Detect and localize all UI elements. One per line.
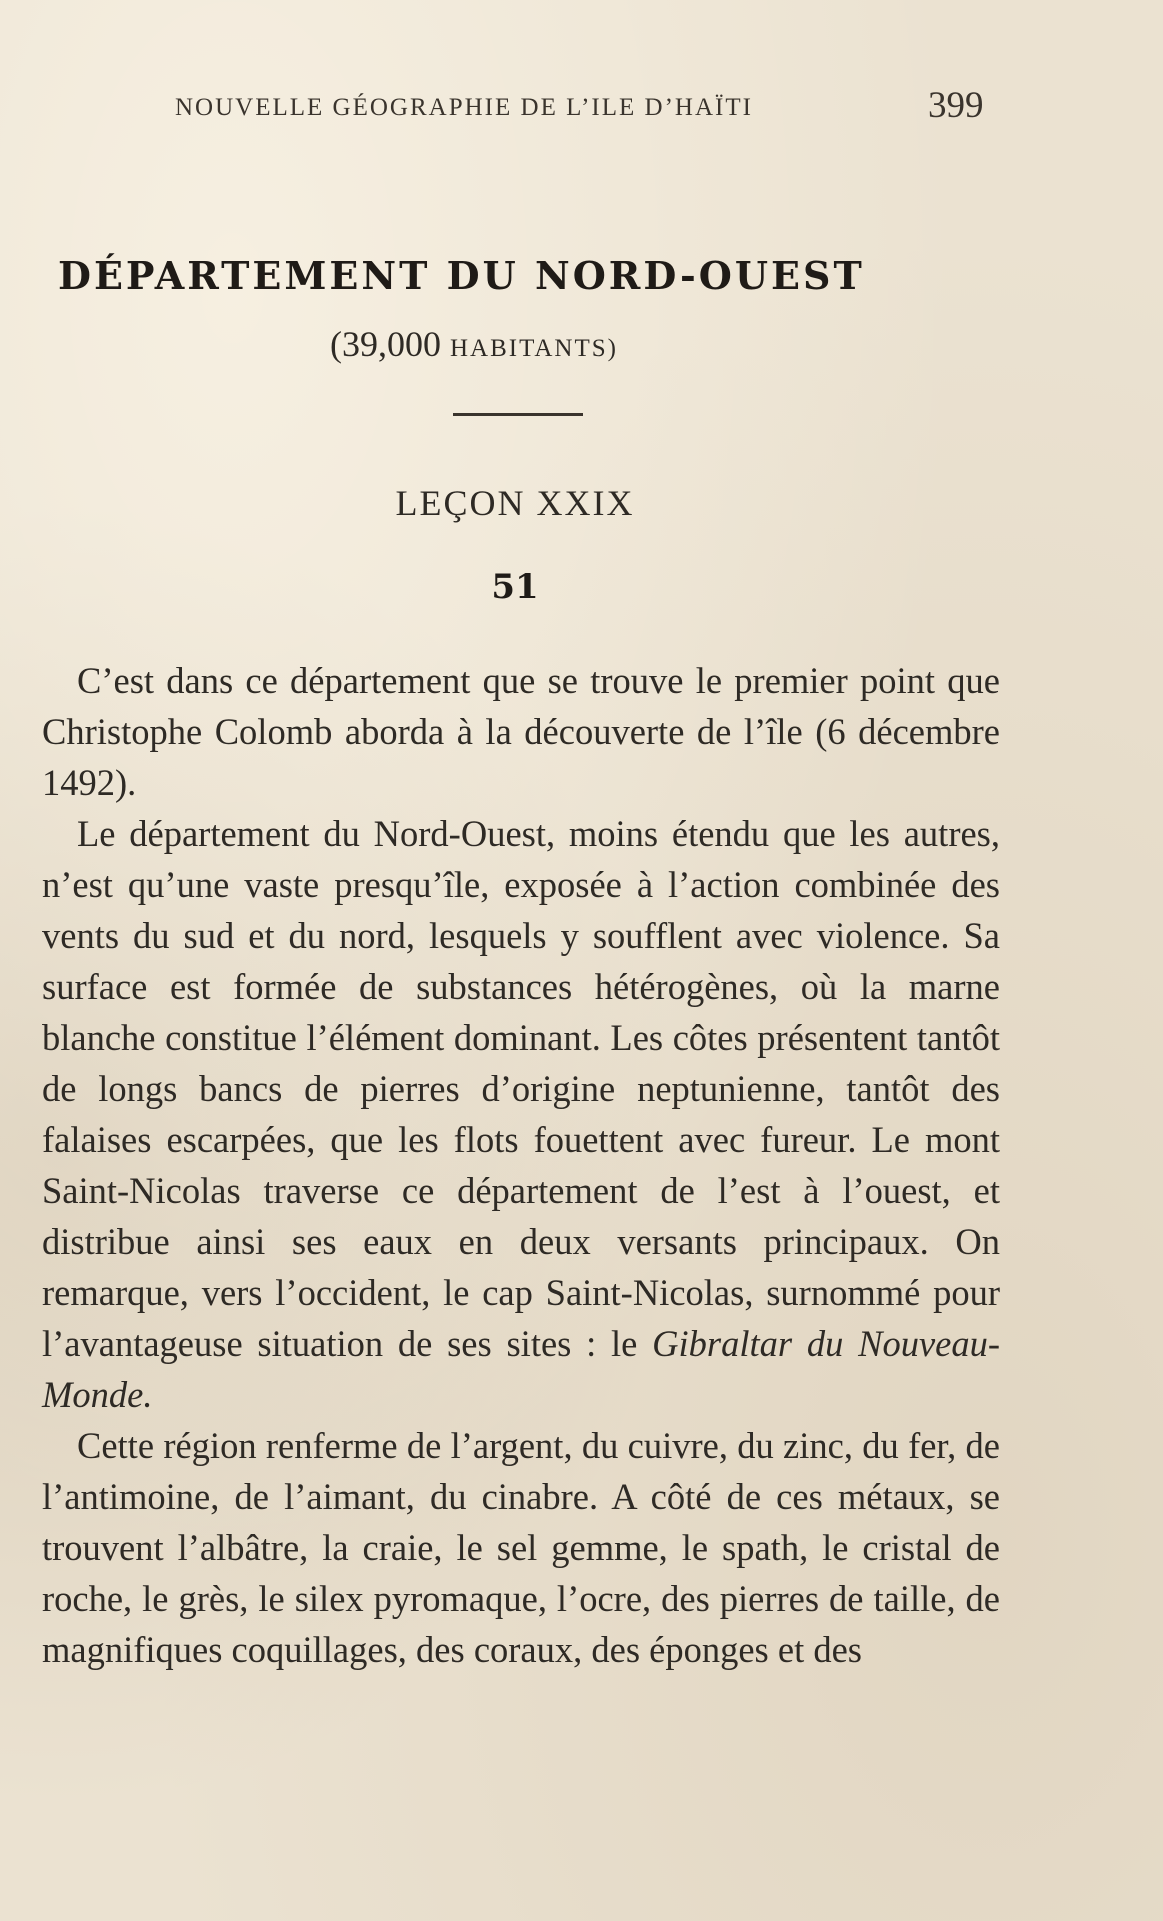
department-title: DÉPARTEMENT DU NORD-OUEST [58,253,865,298]
population-number: (39,000 [330,324,441,364]
population-label: HABITANTS) [450,335,618,362]
section-number: 51 [491,567,539,607]
population-line [330,323,618,365]
paragraph-1: C’est dans ce département que se trouve le premier point que Christophe Colomb aborda à la découverte de l’île (6 décembre 1492). [42,660,1000,803]
lesson-heading: LEÇON XXIX [395,483,635,523]
running-head-title: NOUVELLE GÉOGRAPHIE DE L’ILE D’HAÏTI [175,94,753,121]
paragraph-2 [42,808,1000,1420]
paragraph-2-text: Le département du Nord-Ouest, moins étendu que les autres, n’est qu’une vaste presqu’île, exposée à l’action combinée des vents du sud et du nord, lesquels y soufflent avec violence. Sa surface est formée de substances hétérogènes, où la marne blanche constitue l’élément dominant. Les côtes présentent tantôt de longs bancs de pierres d’origine neptunienne, tantôt des falaises escarpées, que les flots fouettent avec fureur. Le mont Saint-Nicolas traverse ce département de l’est à l’ouest, et distribue ainsi ses eaux en deux versants principaux. On remarque, vers l’occident, le cap Saint-Nicolas, surnommé pour l’avantageuse situation de ses sites : le [42,813,1000,1364]
section-divider-rule [453,413,583,416]
body-text [42,655,1000,1675]
paragraph-3: Cette région renferme de l’argent, du cuivre, du zinc, du fer, de l’antimoine, de l’aimant, du cinabre. A côté de ces métaux, se trouvent l’albâtre, la craie, le sel gemme, le spath, le cristal de roche, le grès, le silex pyromaque, l’ocre, des pierres de taille, de magnifiques coquillages, des coraux, des éponges et des [42,1425,1000,1670]
page-number: 399 [928,85,984,126]
paragraph-2-italic: Gibraltar du Nouveau-Monde. [42,1323,1001,1415]
